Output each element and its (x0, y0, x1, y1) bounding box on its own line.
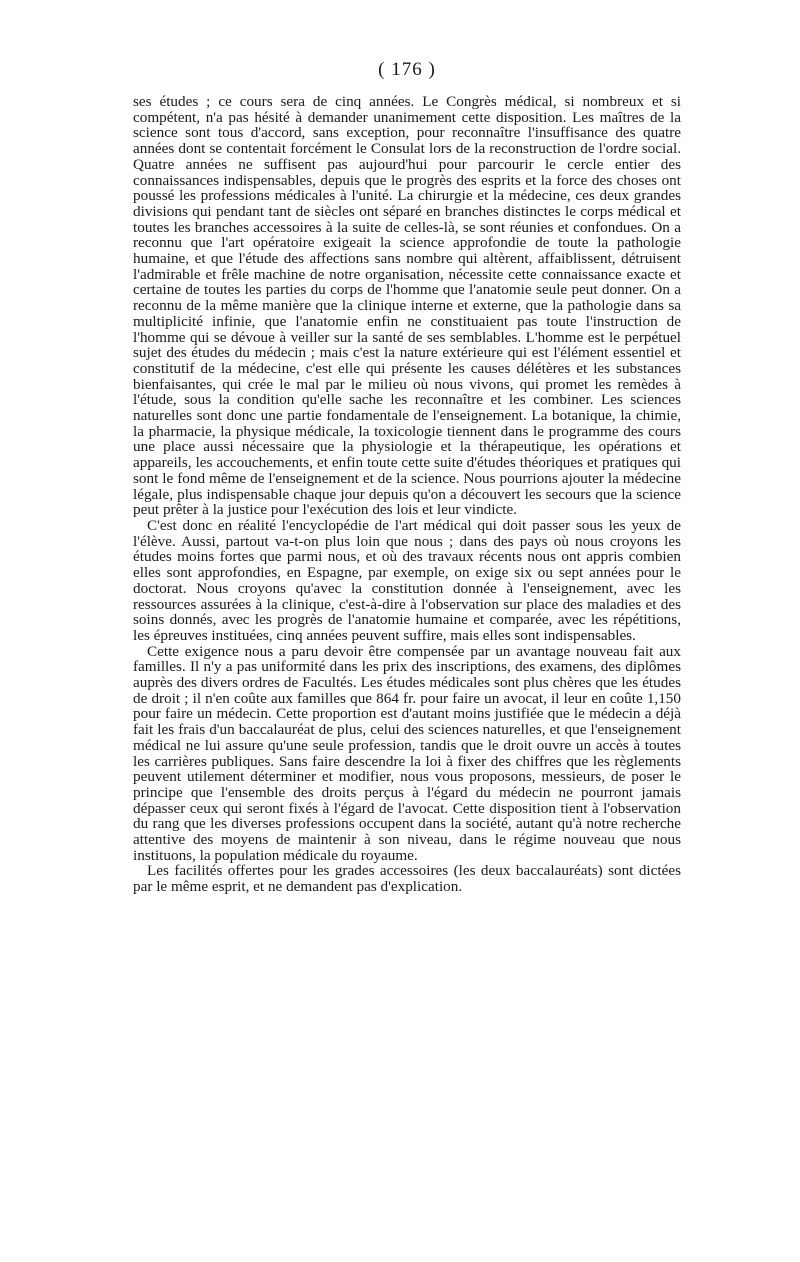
page-number: ( 176 ) (378, 59, 436, 80)
paragraph: C'est donc en réalité l'encyclopédie de l'art médical qui doit passer sous les yeux de l'élève. Aussi, partout va-t-on plus loin que nous ; dans des pays où nous croyons les études moins fortes que parmi nous, et où des travaux récents nous ont appris combien elles sont approfondies, en Espagne, par exemple, on exige six ou sept années pour le doctorat. Nous croyons qu'avec la constitution donnée à l'enseignement, avec les ressources assurées à la clinique, c'est-à-dire à l'observation sur place des maladies et des soins donnés, avec les progrès de l'anatomie humaine et comparée, avec les répétitions, les épreuves instituées, cinq années peuvent suffire, mais elles sont indispensables. (133, 516, 681, 644)
document-page (133, 60, 681, 895)
paragraph: Les facilités offertes pour les grades accessoires (les deux baccalauréats) sont dictées par le même esprit, et ne demandent pas d'explication. (133, 862, 681, 896)
body-text (133, 94, 681, 895)
paragraph: ses études ; ce cours sera de cinq années. Le Congrès médical, si nombreux et si compétent, n'a pas hésité à demander unanimement cette disposition. Les maîtres de la science sont tous d'accord, sans exception, pour reconnaître l'insuffisance des quatre années dont se contentait forcément le Consulat lors de la reconstruction de l'ordre social. Quatre années ne suffisent pas aujourd'hui pour parcourir le cercle entier des connaissances indispensables, depuis que le progrès des esprits et la force des choses ont poussé les professions médicales à l'unité. La chirurgie et la médecine, ces deux grandes divisions qui pendant tant de siècles ont séparé en branches distinctes le corps médical et toutes les branches accessoires à la suite de celles-là, se sont réunies et confondues. On a reconnu que l'art opératoire exigeait la science approfondie de toute la pathologie humaine, et que l'étude des affections sans nombre qui altèrent, affaiblissent, détruisent l'admirable et frêle machine de notre organisation, nécessite cette connaissance exacte et certaine de toutes les parties du corps de l'homme que l'anatomie seule peut donner. On a reconnu de la même manière que la clinique interne et externe, que la pathologie dans sa multiplicité infinie, que l'anatomie enfin ne constituaient pas toute l'instruction de l'homme qui se dévoue à veiller sur la santé de ses semblables. L'homme est le perpétuel sujet des études du médecin ; mais c'est la nature extérieure qui est l'élément essentiel et constitutif de la médecine, c'est elle qui présente les causes délétères et les substances bienfaisantes, qui crée le mal par le milieu où nous vivons, qui promet les remèdes à l'étude, sous la condition qu'elle sache les reconnaître et les combiner. Les sciences naturelles sont donc une partie fondamentale de l'enseignement. La botanique, la chimie, la pharmacie, la physique médicale, la toxicologie tiennent dans le programme des cours une place aussi nécessaire que la physiologie et la thérapeutique, les opérations et appareils, les accouchements, et enfin toute cette suite d'études théoriques et pratiques qui sont le fond même de l'enseignement et de la science. Nous pourrions ajouter la médecine légale, plus indispensable chaque jour depuis qu'on a découvert les secours que la science peut prêter à la justice pour l'exécution des lois et leur vindicte. (133, 93, 681, 519)
paragraph: Cette exigence nous a paru devoir être compensée par un avantage nouveau fait aux familles. Il n'y a pas uniformité dans les prix des inscriptions, des examens, des diplômes auprès des divers ordres de Facultés. Les études médicales sont plus chères que les études de droit ; il n'en coûte aux familles que 864 fr. pour faire un avocat, il leur en coûte 1,150 pour faire un médecin. Cette proportion est d'autant moins justifiée que le médecin a déjà fait les frais d'un baccalauréat de plus, celui des sciences naturelles, et que l'enseignement médical ne lui assure qu'une seule profession, tandis que le droit ouvre un accès à toutes les carrières publiques. Sans faire descendre la loi à fixer des chiffres que les règlements peuvent utilement déterminer et modifier, nous vous proposons, messieurs, de poser le principe que l'ensemble des droits perçus à l'égard du médecin ne pourront jamais dépasser ceux qui seront fixés à l'égard de l'avocat. Cette disposition tient à l'observation du rang que les diverses professions occupent dans la société, autant qu'à notre recherche attentive des moyens de maintenir à son niveau, dans le régime nouveau que nous instituons, la population médicale du royaume. (133, 642, 681, 864)
